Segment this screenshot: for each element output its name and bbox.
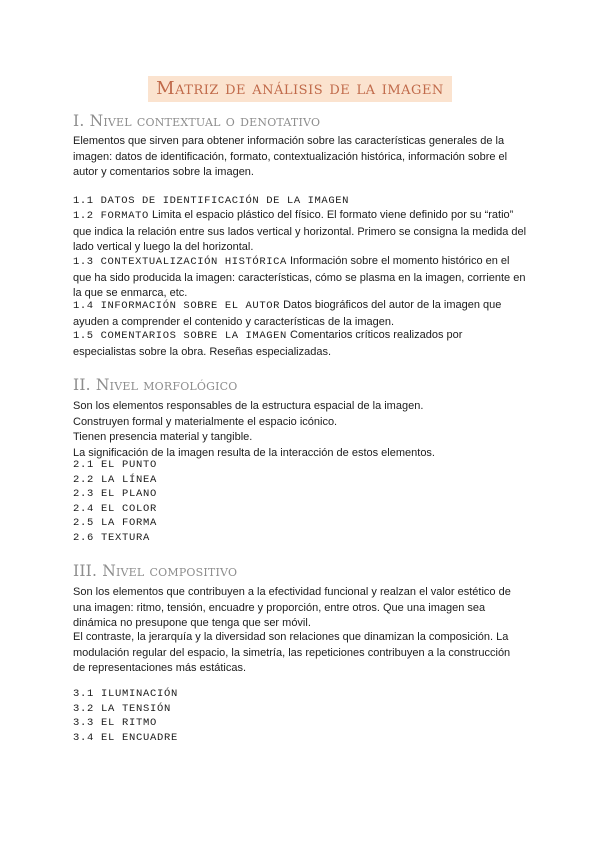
list-item: 3.3 EL RITMO xyxy=(73,717,158,730)
item-label: 1.4 INFORMACIÓN SOBRE EL AUTOR xyxy=(73,300,281,312)
section1-intro-text: Elementos que sirven para obtener información sobre las características generales de la imagen: datos de identificación, formato, contextualización histórica, información sobre el autor y comentarios sobre la imagen. xyxy=(73,135,508,178)
section1-item-5 xyxy=(73,328,528,360)
section3-para2-text: El contraste, la jerarquía y la diversidad son relaciones que dinamizan la composición. La modulación regular del espacio, la simetría, las repeticiones contribuyen a la construcción de representaciones más estáticas. xyxy=(73,631,511,674)
section1-item-4 xyxy=(73,298,528,330)
list-item: 2.3 EL PLANO xyxy=(73,488,158,501)
item-label: 1.5 COMENTARIOS SOBRE LA IMAGEN xyxy=(73,330,287,342)
list-item: 2.1 EL PUNTO xyxy=(73,459,158,471)
section2-lines xyxy=(73,399,533,461)
section1-intro xyxy=(73,134,525,181)
section2-line: La significación de la imagen resulta de la interacción de estos elementos. xyxy=(73,446,435,459)
list-item: 3.1 ILUMINACIÓN xyxy=(73,688,179,700)
title-wrap xyxy=(0,76,600,102)
section3-para1-text: Son los elementos que contribuyen a la efectividad funcional y realzan el valor estético de una imagen: ritmo, tensión, encuadre y proporción, entre otros. Que una imagen sea dinámica no presupone que tenga que ser móvil. xyxy=(73,586,511,629)
list-item: 3.4 EL ENCUADRE xyxy=(73,731,179,744)
item-text: Limita el espacio plástico del físico. El formato viene definido por su “ratio” que indica la relación entre sus lados vertical y horizontal. Primero se consigna la medida del lado vertical y luego la del horizontal. xyxy=(73,209,527,253)
item-label: 1.3 CONTEXTUALIZACIÓN HISTÓRICA xyxy=(73,256,287,268)
item-text: Comentarios críticos realizados por especialistas sobre la obra. Reseñas especializadas. xyxy=(73,329,463,358)
list-item: 3.2 LA TENSIÓN xyxy=(73,702,172,715)
list-item: 2.6 TEXTURA xyxy=(73,531,151,544)
section2-line: Tienen presencia material y tangible. xyxy=(73,431,253,443)
list-item: 2.4 EL COLOR xyxy=(73,502,158,515)
section2-line: Son los elementos responsables de la estructura espacial de la imagen. xyxy=(73,400,424,412)
item-label: 1.1 DATOS DE IDENTIFICACIÓN DE LA IMAGEN xyxy=(73,195,350,207)
list-item: 2.2 LA LÍNEA xyxy=(73,473,158,486)
section2-list xyxy=(73,458,157,546)
section3-para2 xyxy=(73,630,525,677)
section3-para1 xyxy=(73,585,525,632)
section3-list xyxy=(73,687,178,745)
item-text: Información sobre el momento histórico en el que ha sido producida la imagen: características, cómo se plasma en la imagen, corriente en la que se enmarca, etc. xyxy=(73,255,526,299)
item-label: 1.2 FORMATO xyxy=(73,210,149,222)
section1-heading: I. Nivel contextual o denotativo xyxy=(73,112,321,130)
section2-heading: II. Nivel morfológico xyxy=(73,376,238,394)
section1-item-2 xyxy=(73,208,528,256)
page-title: Matriz de análisis de la imagen xyxy=(148,76,452,102)
list-item: 2.5 LA FORMA xyxy=(73,517,158,530)
section2-line: Construyen formal y materialmente el espacio icónico. xyxy=(73,415,338,428)
section3-heading: III. Nivel compositivo xyxy=(73,562,238,580)
section1-item-3 xyxy=(73,254,528,302)
item-text: Datos biográficos del autor de la imagen que ayuden a comprender el contenido y características de la imagen. xyxy=(73,299,502,328)
